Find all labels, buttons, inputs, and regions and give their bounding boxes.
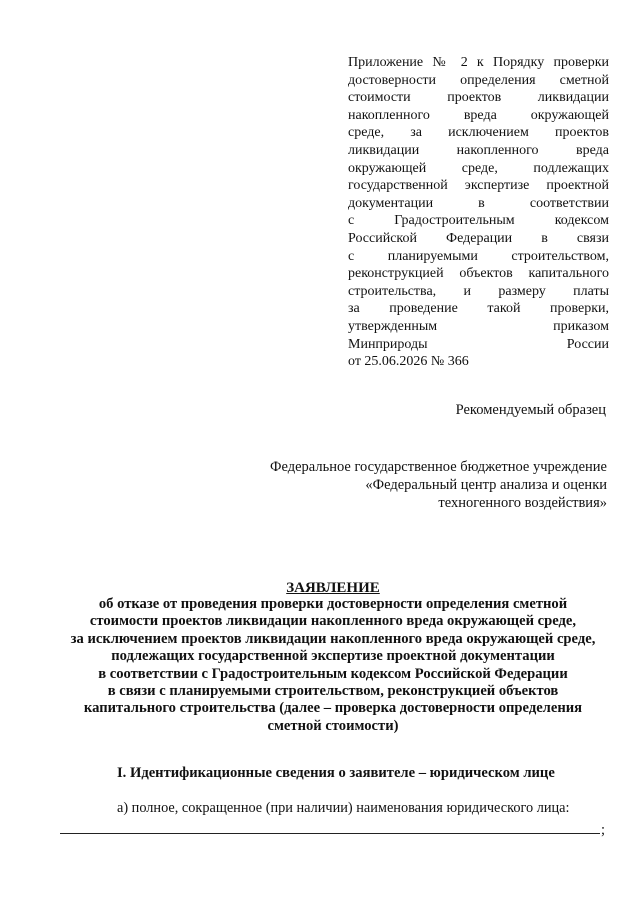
- appendix-line: утвержденным приказом: [348, 318, 609, 334]
- section-heading: I. Идентификационные сведения о заявителе – юридическом лице: [117, 765, 555, 781]
- fill-line-end-semicolon: ;: [601, 822, 606, 838]
- document-title-text: ЗАЯВЛЕНИЕ: [286, 580, 380, 596]
- appendix-line: стоимости проектов ликвидации: [348, 90, 609, 106]
- appendix-line: достоверности определения сметной: [348, 72, 609, 88]
- sample-label: Рекомендуемый образец: [455, 402, 606, 418]
- field-a-label: а) полное, сокращенное (при наличии) наименования юридического лица:: [117, 800, 570, 816]
- subtitle-line: подлежащих государственной экспертизе проектной документации: [111, 648, 555, 665]
- appendix-line: строительства, и размеру платы: [348, 283, 609, 299]
- appendix-line: государственной экспертизе проектной: [348, 178, 609, 194]
- appendix-line: Приложение № 2 к Порядку проверки: [348, 55, 609, 70]
- appendix-line: реконструкцией объектов капитального: [348, 266, 609, 282]
- appendix-order-date-line: от 25.06.2026 № 366: [348, 354, 469, 370]
- legal-entity-name-fill-line: [60, 819, 600, 834]
- appendix-line: Российской Федерации в связи: [348, 230, 609, 246]
- addressee-block: [200, 458, 607, 512]
- document-title: [40, 579, 626, 597]
- appendix-line: Минприроды России: [348, 336, 609, 352]
- appendix-line: окружающей среде, подлежащих: [348, 160, 609, 176]
- subtitle-line: стоимости проектов ликвидации накопленного вреда окружающей среде,: [89, 613, 577, 630]
- subtitle-line: в соответствии с Градостроительным кодексом Российской Федерации: [98, 665, 568, 682]
- subtitle-line: об отказе от проведения проверки достоверности определения сметной: [98, 596, 568, 612]
- subtitle-line: капитального строительства (далее – проверка достоверности определения: [83, 700, 583, 717]
- appendix-line: ликвидации накопленного вреда: [348, 142, 609, 158]
- addressee-line: «Федеральный центр анализа и оценки: [365, 477, 607, 493]
- appendix-line: с планируемыми строительством,: [348, 248, 609, 264]
- appendix-line: среде, за исключением проектов: [348, 125, 609, 141]
- addressee-line: техногенного воздействия»: [438, 495, 607, 511]
- document-subtitle: [40, 596, 626, 735]
- appendix-line: документации в соответствии: [348, 195, 609, 211]
- appendix-line: с Градостроительным кодексом: [348, 213, 609, 229]
- appendix-reference-block: [348, 54, 609, 371]
- subtitle-line: сметной стоимости): [267, 717, 399, 734]
- appendix-line: за проведение такой проверки,: [348, 301, 609, 317]
- subtitle-line: за исключением проектов ликвидации накопленного вреда окружающей среде,: [70, 630, 596, 647]
- subtitle-line: в связи с планируемыми строительством, реконструкцией объектов: [107, 683, 559, 700]
- addressee-line: Федеральное государственное бюджетное учреждение: [270, 459, 607, 475]
- appendix-line: накопленного вреда окружающей: [348, 107, 609, 123]
